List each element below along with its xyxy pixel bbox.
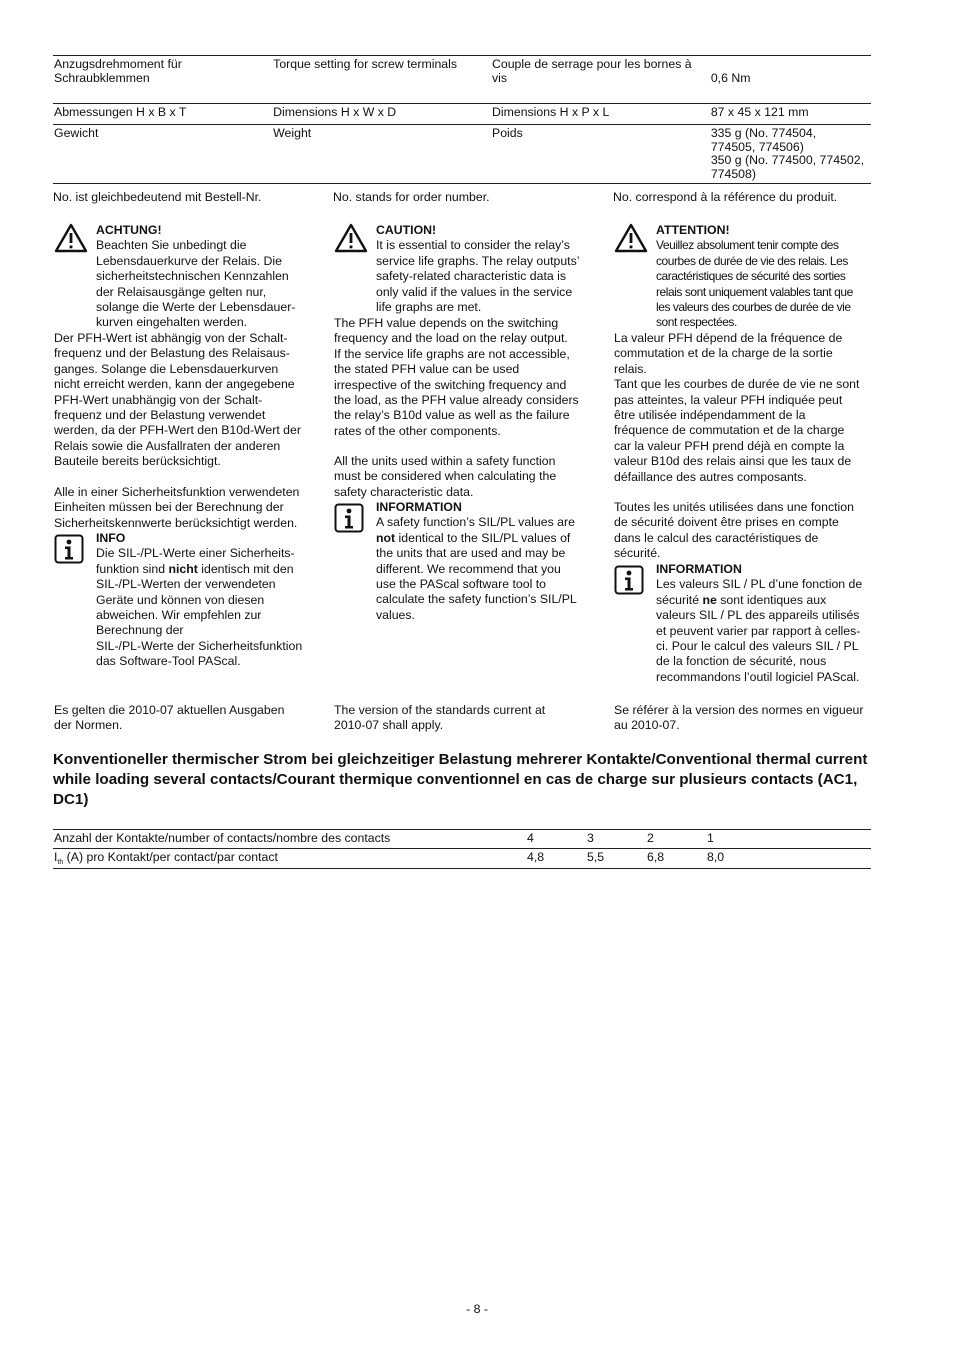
spec-de: Anzugsdrehmoment für Schraubklemmen (53, 56, 272, 104)
pfh-paragraph-en: The PFH value depends on the switching frequency and the load on the relay output. If the service life graphs are not accessible, the stated PFH value can be used irrespective of the switching frequency and the load, as the PFH value already considers the relay’s B10d value as well as the failure rates of the other components. (334, 316, 579, 438)
units-paragraph-de: Alle in einer Sicherheitsfunktion verwendeten Einheiten müssen bei der Berechnung der Sicherheitskennwerte berücksichtigt werden. (54, 485, 300, 530)
table-cell: 5,5 (586, 849, 646, 868)
section-heading: Konventioneller thermischer Strom bei gleichzeitiger Belastung mehrerer Kontakte/Conventional thermal current while loading several contacts/Courant thermique conventionnel en cas de charge sur plusieurs contacts (AC1, DC1) (53, 751, 868, 808)
caution-title: ACHTUNG! (96, 223, 162, 237)
spec-table (53, 55, 871, 184)
info-block-de: INFO Die SIL-/PL-Werte einer Sicherheits- funktion sind nicht identisch mit den SIL-/PL-Werten der verwendeten Geräte und können von diesen abweichen. Wir empfehlen zur Berechnung der SIL-/PL-Werte der Sicherheitsfunktion das Software-Tool PAScal. (54, 531, 318, 671)
warning-triangle-icon (614, 223, 648, 253)
spec-fr: Couple de serrage pour les bornes à vis (491, 56, 710, 104)
spec-row-dimensions (53, 104, 871, 125)
current-label: $I_{th}$ (A) pro Kontakt/per contact/par contact (53, 849, 526, 868)
caution-title: CAUTION! (376, 223, 437, 237)
standards-note-de: Es gelten die 2010-07 aktuellen Ausgaben der Normen. (54, 703, 285, 733)
units-paragraph-en: All the units used within a safety function must be considered when calculating the safety characteristic data. (334, 454, 557, 499)
pfh-paragraph-de: Der PFH-Wert ist abhängig von der Schalt- frequenz und der Belastung des Relaisaus- ganges. Solange die Lebensdauerkurven nicht erreicht werden, kann der angegebene PFH-Wert unabhängig von der Schalt- frequenz und der Belastung verwendet werden, da der PFH-Wert den B10d-Wert der Relais sowie die Ausfallraten der anderen Bauteile bereits berücksichtigt. (54, 331, 301, 469)
caution-title: ATTENTION! (656, 223, 730, 237)
info-icon (334, 503, 364, 533)
order-note-en: No. stands for order number. (333, 190, 490, 204)
spec-value: 87 x 45 x 121 mm (710, 104, 871, 125)
units-paragraph-fr: Toutes les unités utilisées dans une fonction de sécurité doivent être prises en compte dans le calcul des caractéristiques de sécurité. (614, 500, 854, 561)
table-cell: 8,0 (706, 849, 871, 868)
table-cell: 1 (706, 830, 871, 849)
spec-fr: Dimensions H x P x L (491, 104, 710, 125)
table-row (53, 830, 871, 849)
warning-triangle-icon (54, 223, 88, 253)
page-number: - 8 - (466, 1302, 488, 1316)
spec-en: Dimensions H x W x D (272, 104, 491, 125)
spec-fr: Poids (491, 125, 710, 184)
info-title: INFO (96, 531, 126, 545)
table-cell: 2 (646, 830, 706, 849)
spec-de: Gewicht (53, 125, 272, 184)
spec-value: 0,6 Nm (710, 56, 871, 104)
spec-value-weight: 335 g (No. 774504, 774505, 774506) 350 g (No. 774500, 774502, 774508) (710, 125, 871, 184)
contacts-label: Anzahl der Kontakte/number of contacts/nombre des contacts (53, 830, 526, 849)
table-cell: 4 (526, 830, 586, 849)
info-title: INFORMATION (376, 500, 462, 514)
table-cell: 3 (586, 830, 646, 849)
spec-row-weight (53, 125, 871, 184)
order-note-de: No. ist gleichbedeutend mit Bestell-Nr. (53, 190, 262, 204)
info-title: INFORMATION (656, 562, 742, 576)
thermal-current-table (53, 829, 871, 869)
standards-note-en: The version of the standards current at 2010-07 shall apply. (334, 703, 546, 733)
info-icon (54, 534, 84, 564)
caution-block-en: CAUTION! It is essential to consider the relay’s service life graphs. The relay outputs’ safety-related characteristic data is only valid if the values in the service life graphs are met. (334, 223, 598, 323)
order-note-fr: No. correspond à la référence du produit. (613, 190, 838, 204)
spec-en: Weight (272, 125, 491, 184)
info-block-en: INFORMATION A safety function’s SIL/PL values are not identical to the SIL/PL values of the units that are used and may be different. We recommend that you use the PAScal software tool to calculate the safety function’s SIL/PL values. (334, 500, 598, 625)
spec-row-torque (53, 56, 871, 104)
spec-en: Torque setting for screw terminals (272, 56, 491, 104)
pfh-paragraph-fr: La valeur PFH dépend de la fréquence de commutation et de la charge de la sortie relais. Tant que les courbes de durée de vie ne sont pas atteintes, la valeur PFH indiquée peut être utilisée indépendamment de la fréquence de commutation et de la charge car la valeur PFH prend déjà en compte la valeur B10d des relais ainsi que les taux de défaillance des autres composants. (614, 331, 860, 484)
info-block-fr: INFORMATION Les valeurs SIL / PL d’une fonction de sécurité ne sont identiques aux valeurs SIL / PL des appareils utilisés et peuvent varier par rapport à celles- ci. Pour le calcul des valeurs SIL / PL de la fonction de sécurité, nous recommandons l’outil logiciel PAScal. (614, 562, 878, 687)
table-cell: 4,8 (526, 849, 586, 868)
table-cell: 6,8 (646, 849, 706, 868)
caution-block-fr: ATTENTION! Veuillez absolument tenir compte des courbes de durée de vie des relais. Les caractéristiques de sécurité des sorties relais sont uniquement valables tant que les valeurs des courbes de durée de vie sont respectées. (614, 223, 878, 333)
warning-triangle-icon (334, 223, 368, 253)
caution-block-de: ACHTUNG! Beachten Sie unbedingt die Lebensdauerkurve der Relais. Die sicherheitstechnischen Kennzahlen der Relaisausgänge gelten nur, solange die Werte der Lebensdauer- kurven eingehalten werden. (54, 223, 318, 333)
info-icon (614, 565, 644, 595)
standards-note-fr: Se référer à la version des normes en vigueur au 2010-07. (614, 703, 864, 733)
spec-de: Abmessungen H x B x T (53, 104, 272, 125)
table-row (53, 849, 871, 868)
